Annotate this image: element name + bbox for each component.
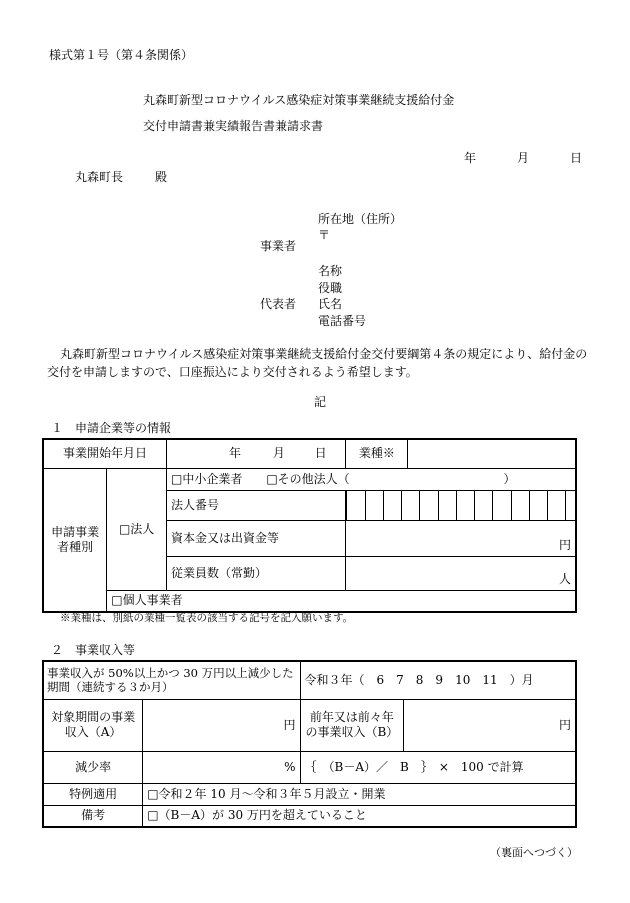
start-year: 年 (228, 446, 241, 461)
decrease-formula: ｛ （B－A）／ B ｝ × 100 で計算 (300, 751, 576, 783)
corp-number-field[interactable] (346, 490, 576, 520)
digit-box[interactable] (511, 491, 529, 520)
remarks-label: 備考 (43, 805, 143, 827)
title-line-2: 交付申請書兼実績報告書兼請求書 (143, 119, 324, 133)
prev-income-unit: 円 (558, 717, 571, 732)
period-label: 事業収入が 50%以上かつ 30 万円以上減少した期間（連続する３か月） (43, 661, 300, 699)
employees-unit: 人 (558, 571, 571, 586)
prev-income-field[interactable] (404, 699, 576, 751)
corp-number-digits (346, 491, 575, 520)
special-checkbox[interactable]: □令和２年 10 月～令和３年５月設立・開業 (143, 783, 576, 805)
date-month: 月 (517, 151, 530, 165)
addressee: 丸森町長 (75, 170, 124, 184)
target-income-field[interactable] (143, 699, 300, 751)
company-info-table (42, 438, 577, 613)
date-day: 日 (570, 151, 583, 165)
capital-field[interactable] (346, 520, 576, 556)
digit-box[interactable] (402, 491, 420, 520)
digit-box[interactable] (365, 491, 383, 520)
corp-options-text: □中小企業者 □その他法人（ (170, 471, 350, 486)
start-month: 月 (272, 446, 285, 461)
business-label: 事業者 (260, 239, 297, 253)
target-income-unit: 円 (283, 717, 296, 732)
start-date-field[interactable] (166, 439, 345, 468)
industry-label: 業種※ (346, 439, 408, 468)
period-value[interactable]: 令和３年（ 6 7 8 9 10 11 ）月 (300, 661, 576, 699)
digit-box[interactable] (529, 491, 547, 520)
corp-number-label: 法人番号 (166, 490, 345, 520)
special-label: 特例適用 (43, 783, 143, 805)
title-line-1: 丸森町新型コロナウイルス感染症対策事業継続支援給付金 (143, 93, 455, 107)
date-year: 年 (464, 151, 477, 165)
address-label: 所在地（住所） (318, 212, 403, 226)
corp-type-options[interactable] (166, 468, 576, 490)
industry-field[interactable] (408, 439, 576, 468)
rep-label: 代表者 (260, 297, 297, 311)
decrease-label: 減少率 (43, 751, 143, 783)
digit-box[interactable] (456, 491, 474, 520)
section2-heading: ２ 事業収入等 (51, 643, 136, 657)
digit-box[interactable] (438, 491, 456, 520)
employees-label: 従業員数（常勤） (166, 556, 345, 590)
target-income-label: 対象期間の事業収入（A） (43, 699, 143, 751)
form-number: 様式第１号（第４条関係） (49, 48, 194, 62)
person-label: 氏名 (318, 297, 343, 311)
decrease-field[interactable] (143, 751, 300, 783)
industry-note: ※業種は、別紙の業種一覧表の該当する記号を記入願います。 (60, 612, 354, 624)
continue-note: （裏面へつづく） (490, 846, 578, 859)
income-table (42, 660, 577, 828)
digit-box[interactable] (383, 491, 401, 520)
corp-checkbox[interactable]: □法人 (107, 468, 167, 590)
phone-label: 電話番号 (318, 314, 367, 328)
position-label: 役職 (318, 281, 343, 295)
corp-options-close: ） (503, 471, 516, 486)
honorific: 殿 (155, 170, 168, 184)
remarks-checkbox[interactable]: □（B－A）が 30 万円を超えていること (143, 805, 576, 827)
individual-checkbox[interactable]: □個人事業者 (107, 590, 576, 612)
digit-box[interactable] (566, 491, 575, 520)
digit-box[interactable] (548, 491, 566, 520)
start-day: 日 (314, 446, 327, 461)
prev-income-label: 前年又は前々年の事業収入（B） (300, 699, 404, 751)
digit-box[interactable] (475, 491, 493, 520)
ki-label: 記 (314, 395, 327, 409)
start-date-label: 事業開始年月日 (43, 439, 166, 468)
postal-mark: 〒 (318, 228, 331, 242)
employees-field[interactable] (346, 556, 576, 590)
request-text: 丸森町新型コロナウイルス感染症対策事業継続支援給付金交付要綱第４条の規定により、給付金の交付を申請しますので、口座振込により交付されるよう希望します。 (47, 347, 588, 379)
applicant-type-label: 申請事業者種別 (43, 468, 107, 612)
digit-box[interactable] (493, 491, 511, 520)
name-label: 名称 (318, 264, 343, 278)
section1-heading: １ 申請企業等の情報 (51, 421, 172, 435)
digit-box[interactable] (420, 491, 438, 520)
capital-unit: 円 (558, 537, 571, 552)
digit-box[interactable] (347, 491, 365, 520)
capital-label: 資本金又は出資金等 (166, 520, 345, 556)
decrease-unit: % (284, 759, 296, 774)
